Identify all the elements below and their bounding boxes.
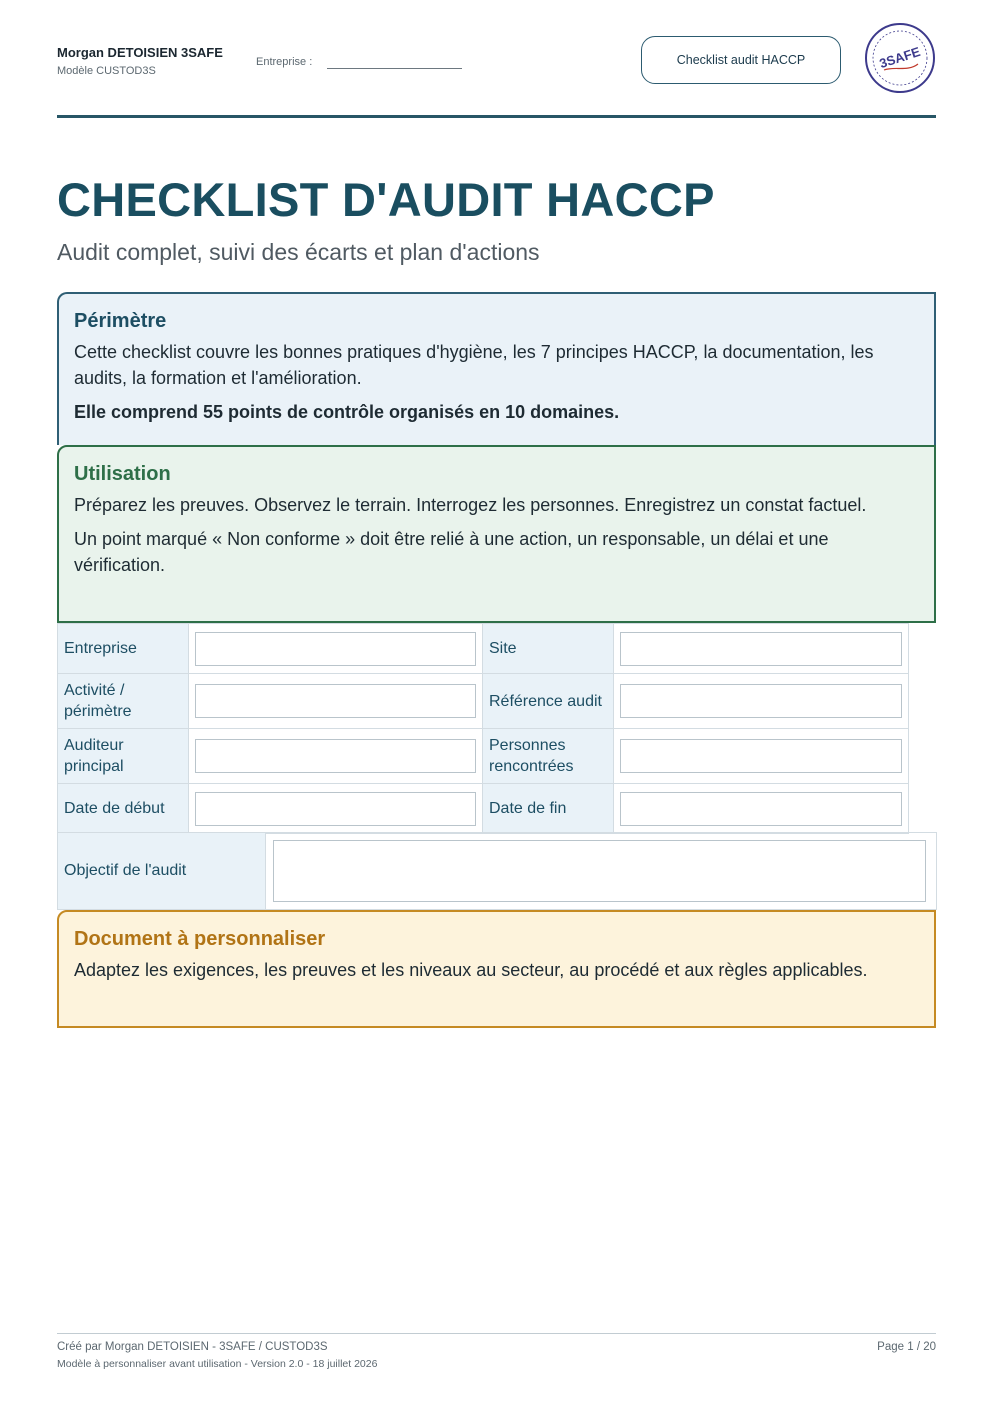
utilisation-callout [57, 445, 936, 623]
auditeur-field[interactable] [195, 739, 476, 773]
header-divider [57, 115, 936, 118]
date-debut-field[interactable] [195, 792, 476, 826]
form-row [58, 729, 909, 784]
svg-text:3SAFE: 3SAFE [877, 43, 923, 72]
company-label: Entreprise : [256, 56, 313, 68]
author-name: Morgan DETOISIEN 3SAFE [57, 45, 223, 60]
page-subtitle: Audit complet, suivi des écarts et plan d'actions [57, 239, 540, 265]
label-objectif: Objectif de l'audit [58, 833, 266, 910]
utilisation-text-1: Préparez les preuves. Observez le terrain. Interrogez les personnes. Enregistrez un constat factuel. [74, 495, 867, 515]
label-entreprise: Entreprise [58, 624, 189, 674]
objective-section [57, 832, 936, 910]
document-badge: Checklist audit HACCP [641, 36, 841, 84]
footer-divider [57, 1333, 936, 1334]
entreprise-field[interactable] [195, 632, 476, 666]
perimetre-text: Cette checklist couvre les bonnes pratiques d'hygiène, les 7 principes HACCP, la documentation, les audits, la formation et l'amélioration. [74, 342, 874, 388]
reference-field[interactable] [620, 684, 902, 718]
perimetre-summary: Elle comprend 55 points de contrôle organisés en 10 domaines. [74, 402, 620, 422]
utilisation-title: Utilisation [74, 463, 171, 485]
activite-field[interactable] [195, 684, 476, 718]
footer-credit: Créé par Morgan DETOISIEN - 3SAFE / CUSTOD3S [57, 1341, 328, 1353]
objectif-field[interactable] [273, 840, 926, 902]
utilisation-text-2: Un point marqué « Non conforme » doit être relié à une action, un responsable, un délai et une vérification. [74, 529, 829, 575]
personnaliser-text: Adaptez les exigences, les preuves et les niveaux au secteur, au procédé et aux règles applicables. [74, 960, 868, 980]
form-row [58, 624, 909, 674]
date-fin-field[interactable] [620, 792, 902, 826]
form-row [58, 784, 909, 834]
personnes-field[interactable] [620, 739, 902, 773]
label-personnes: Personnes rencontrées [483, 729, 614, 784]
footer-version: Modèle à personnaliser avant utilisation - Version 2.0 - 18 juillet 2026 [57, 1358, 378, 1370]
form-row [58, 674, 909, 729]
personnaliser-title: Document à personnaliser [74, 928, 326, 950]
label-activite: Activité / périmètre [58, 674, 189, 729]
page-number: Page 1 / 20 [877, 1341, 936, 1353]
label-reference: Référence audit [483, 674, 614, 729]
site-field[interactable] [620, 632, 902, 666]
label-auditeur: Auditeur principal [58, 729, 189, 784]
model-name: Modèle CUSTOD3S [57, 65, 156, 77]
perimetre-callout [57, 292, 936, 445]
label-date-debut: Date de début [58, 784, 189, 834]
audit-info-form [57, 623, 908, 834]
personnaliser-callout [57, 910, 936, 1028]
company-blank-line[interactable] [327, 68, 462, 69]
label-site: Site [483, 624, 614, 674]
perimetre-title: Périmètre [74, 310, 167, 332]
label-date-fin: Date de fin [483, 784, 614, 834]
3safe-logo [864, 22, 936, 94]
page-title: CHECKLIST D'AUDIT HACCP [57, 173, 715, 226]
